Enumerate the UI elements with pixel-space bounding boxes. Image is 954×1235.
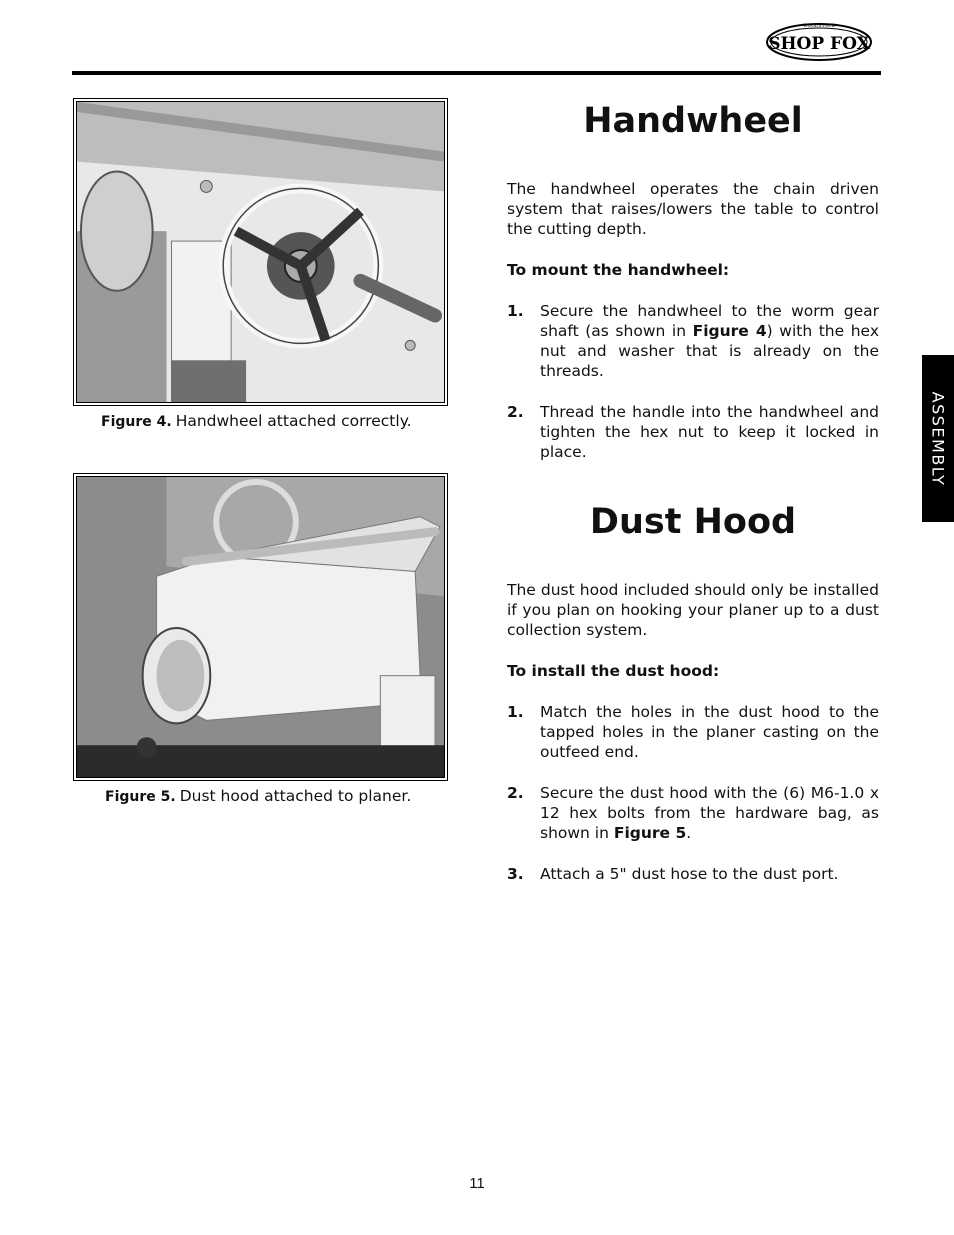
handwheel-photo — [77, 102, 444, 402]
dust-hood-section — [507, 502, 879, 884]
figure-5-caption — [105, 787, 411, 806]
step-text: Secure the handwheel to the worm gear shaft (as shown in — [540, 302, 879, 340]
handwheel-section — [507, 101, 879, 462]
svg-text:SHOP FOX: SHOP FOX — [768, 34, 870, 54]
step-number: 1. — [507, 302, 524, 320]
dust-hood-heading: Dust Hood — [589, 502, 797, 542]
figure-reference: Figure 4 — [692, 322, 767, 340]
step-text: Match the holes in the dust hood to the tapped holes in the planer casting on the outfeed end. — [540, 703, 879, 761]
step-text: ) with the hex nut and washer that is already on the threads. — [540, 322, 879, 380]
shop-fox-logo — [764, 18, 874, 64]
figure-5-text: Dust hood attached to planer. — [179, 787, 412, 805]
figure-reference: Figure 5 — [613, 824, 687, 842]
figure-4-number: Figure 4. — [101, 414, 172, 430]
assembly-side-tab — [922, 355, 954, 522]
handwheel-lead: To mount the handwheel: — [507, 261, 730, 279]
figure-5-photo — [73, 473, 448, 781]
handwheel-intro: The handwheel operates the chain driven system that raises/lowers the table to control the cutting depth. — [507, 180, 879, 238]
dust-hood-step-2 — [507, 783, 879, 843]
svg-text:WOODSTOCK: WOODSTOCK — [802, 24, 836, 29]
dust-hood-intro: The dust hood included should only be installed if you plan on hooking your planer up to a dust collection system. — [507, 581, 879, 639]
figure-5-number: Figure 5. — [105, 789, 176, 805]
header-rule — [72, 71, 881, 75]
figure-4-caption — [101, 412, 412, 431]
step-text: Thread the handle into the handwheel and tighten the hex nut to keep it locked in place. — [540, 403, 879, 461]
step-number: 1. — [507, 703, 524, 721]
dust-hood-photo — [77, 477, 444, 777]
step-number: 3. — [507, 865, 524, 883]
step-number: 2. — [507, 784, 524, 802]
figure-4-text: Handwheel attached correctly. — [175, 412, 412, 430]
handwheel-step-1 — [507, 301, 879, 381]
step-text: Secure the dust hood with the (6) M6-1.0 x 12 hex bolts from the hardware bag, as shown in — [540, 784, 879, 842]
dust-hood-step-3 — [507, 864, 879, 884]
page-number: 11 — [469, 1175, 485, 1192]
handwheel-step-2 — [507, 402, 879, 462]
side-tab-label: ASSEMBLY — [928, 391, 948, 486]
figure-4-photo — [73, 98, 448, 406]
step-number: 2. — [507, 403, 524, 421]
dust-hood-lead: To install the dust hood: — [507, 662, 720, 680]
dust-hood-step-1 — [507, 702, 879, 762]
step-text: Attach a 5" dust hose to the dust port. — [540, 865, 839, 883]
handwheel-heading: Handwheel — [583, 101, 803, 141]
step-text: . — [686, 824, 692, 842]
